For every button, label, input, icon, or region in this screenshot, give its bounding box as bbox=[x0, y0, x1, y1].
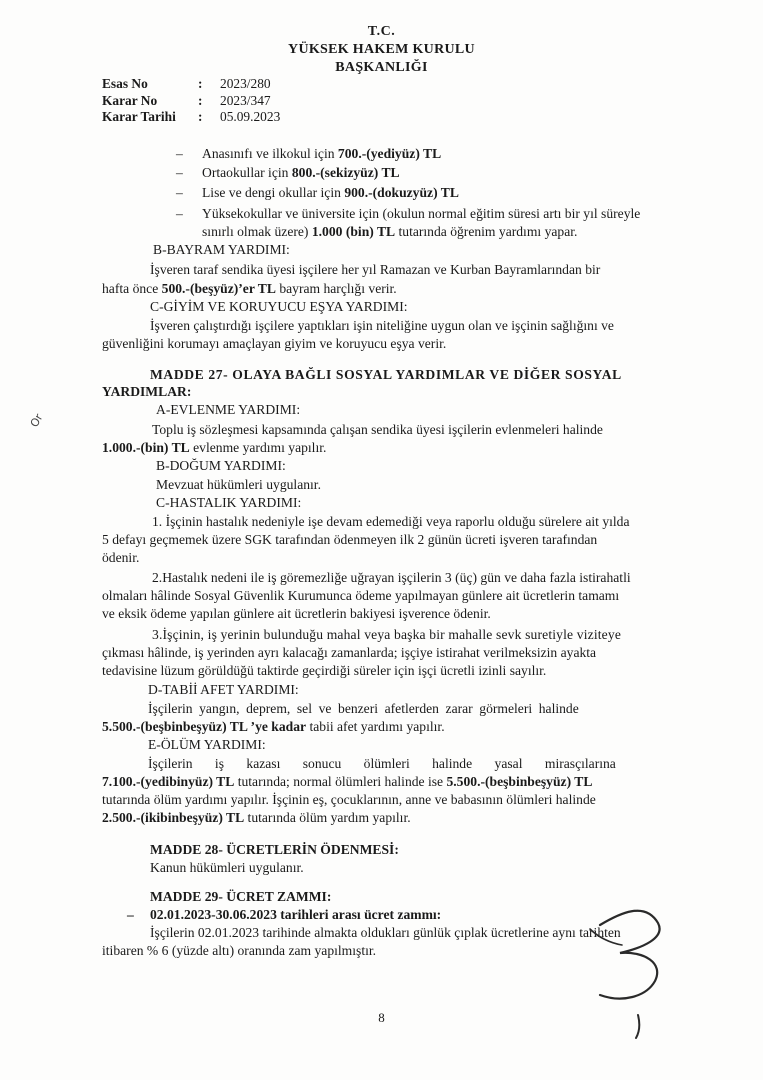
list-dash: – bbox=[127, 907, 134, 922]
list-text: Ortaokullar için bbox=[202, 165, 292, 180]
paragraph-line: İşçilerin 02.01.2023 tarihinde almakta oldukları günlük çıplak ücretlerine aynı tarihten bbox=[150, 925, 621, 940]
list-amount: 700.-(yediyüz) TL bbox=[337, 146, 442, 161]
paragraph-line bbox=[102, 719, 445, 735]
paragraph-line bbox=[102, 281, 397, 297]
paragraph-line: Toplu iş sözleşmesi kapsamında çalışan sendika üyesi işçilerin evlenmeleri halinde bbox=[152, 422, 603, 437]
header-department: BAŞKANLIĞI bbox=[335, 60, 428, 75]
article-27-title: MADDE 27- OLAYA BAĞLI SOSYAL YARDIMLAR VE DİĞER SOSYAL bbox=[150, 367, 622, 382]
list-dash: – bbox=[176, 165, 183, 180]
paragraph-line: ve eksik ödeme yapılan günlere ait ücretlerin bakiyesi işverence ödenir. bbox=[102, 606, 491, 621]
meta-label: Esas No bbox=[102, 76, 148, 91]
meta-colon: : bbox=[198, 109, 203, 124]
case-meta bbox=[102, 76, 280, 126]
paragraph-line: 3.İşçinin, iş yerinin bulunduğu mahal veya başka bir mahalle sevk suretiyle viziteye bbox=[152, 627, 621, 642]
paragraph-line: İşveren taraf sendika üyesi işçilere her yıl Ramazan ve Kurban Bayramlarından bir bbox=[150, 262, 601, 277]
paragraph-line bbox=[102, 440, 326, 456]
list-item-universite-line1: Yüksekokullar ve üniversite için (okulun normal eğitim süresi artı bir yıl süreyle bbox=[202, 206, 641, 221]
paragraph-line: Mevzuat hükümleri uygulanır. bbox=[156, 477, 321, 492]
paragraph-line: güvenliğini korumayı amaçlayan giyim ve koruyucu eşya verir. bbox=[102, 336, 447, 351]
list-dash: – bbox=[176, 206, 183, 221]
meta-value: 05.09.2023 bbox=[220, 109, 281, 124]
paragraph-line: İşveren çalıştırdığı işçilere yaptıkları işin niteliğine uygun olan ve işçinin sağlığını ve bbox=[150, 318, 614, 333]
amount: 2.500.-(ikibinbeşyüz) TL bbox=[102, 810, 245, 825]
list-amount: 1.000 (bin) TL bbox=[311, 224, 396, 239]
meta-value: 2023/347 bbox=[220, 92, 271, 108]
list-item-lise bbox=[202, 185, 459, 201]
meta-tarih bbox=[102, 109, 280, 126]
list-item-universite-line2 bbox=[202, 224, 577, 240]
paragraph-line: Kanun hükümleri uygulanır. bbox=[150, 860, 304, 875]
paragraph-text: tutarında; normal ölümleri halinde ise bbox=[234, 774, 447, 789]
amount: 7.100.-(yedibinyüz) TL bbox=[102, 774, 235, 789]
paragraph-line: ödenir. bbox=[102, 550, 140, 565]
meta-esas bbox=[102, 76, 280, 93]
signature-stroke bbox=[590, 929, 622, 945]
list-amount: 800.-(sekizyüz) TL bbox=[291, 165, 400, 180]
list-text: Anasınıfı ve ilkokul için bbox=[202, 146, 338, 161]
paragraph-line: olmaları hâlinde Sosyal Güvenlik Kurumunca ödeme yapılmayan günlere ait ücretlerin tamamı bbox=[102, 588, 620, 603]
list-item-anasinifi bbox=[202, 146, 441, 162]
article-29-title: MADDE 29- ÜCRET ZAMMI: bbox=[150, 889, 332, 904]
section-heading-hastalik: C-HASTALIK YARDIMI: bbox=[156, 495, 302, 510]
section-heading-dogum: B-DOĞUM YARDIMI: bbox=[156, 458, 286, 473]
amount: 5.500.-(beşbinbeşyüz) TL ’ye kadar bbox=[102, 719, 307, 734]
section-heading-giyim: C-GİYİM VE KORUYUCU EŞYA YARDIMI: bbox=[150, 299, 408, 314]
meta-label: Karar No bbox=[102, 92, 158, 108]
amount: 1.000.-(bin) TL bbox=[102, 440, 190, 455]
list-amount: 900.-(dokuzyüz) TL bbox=[344, 185, 459, 200]
section-heading-evlenme: A-EVLENME YARDIMI: bbox=[156, 402, 301, 417]
paragraph-line: İşçilerin iş kazası sonucu ölümleri halinde yasal mirasçılarına bbox=[148, 756, 616, 771]
page-number: 8 bbox=[378, 1010, 385, 1025]
paragraph-line: tutarında ölüm yardımı yapılır. İşçinin eş, çocuklarının, anne ve babasının ölümleri halinde bbox=[102, 792, 596, 807]
section-heading-afet: D-TABİİ AFET YARDIMI: bbox=[148, 682, 299, 697]
article-29-subtitle: 02.01.2023-30.06.2023 tarihleri arası ücret zammı: bbox=[150, 907, 442, 922]
paragraph-text: hafta önce bbox=[102, 281, 162, 296]
meta-colon: : bbox=[198, 76, 203, 91]
header-institution: YÜKSEK HAKEM KURULU bbox=[288, 42, 475, 57]
paragraph-text: bayram harçlığı verir. bbox=[275, 281, 397, 296]
paragraph-text: evlenme yardımı yapılır. bbox=[189, 440, 327, 455]
article-28-title: MADDE 28- ÜCRETLERİN ÖDENMESİ: bbox=[150, 842, 399, 857]
margin-annotation: Or bbox=[27, 411, 46, 430]
paragraph-line: 5 defayı geçmemek üzere SGK tarafından ödenmeyen ilk 2 günün ücreti işveren tarafından bbox=[102, 532, 598, 547]
list-text: sınırlı olmak üzere) bbox=[202, 224, 312, 239]
header-tc: T.C. bbox=[367, 24, 396, 39]
paragraph-line: İşçilerin yangın, deprem, sel ve benzeri afetlerden zarar görmeleri halinde bbox=[148, 701, 579, 716]
paragraph-line bbox=[102, 810, 411, 826]
paragraph-line: 2.Hastalık nedeni ile iş göremezliğe uğrayan işçilerin 3 (üç) gün ve daha fazla istirahatli bbox=[152, 570, 631, 585]
meta-label: Karar Tarihi bbox=[102, 109, 176, 124]
list-dash: – bbox=[176, 185, 183, 200]
paragraph-line: çıkması hâlinde, iş yerinden ayrı kalacağı zamanlarda; işçiye istirahat verilmeksizin ayakta bbox=[102, 645, 597, 660]
list-dash: – bbox=[176, 146, 183, 161]
amount: 5.500.-(beşbinbeşyüz) TL bbox=[446, 774, 593, 789]
list-text: tutarında öğrenim yardımı yapar. bbox=[395, 224, 578, 239]
signature-stroke bbox=[600, 911, 660, 999]
section-heading-olum: E-ÖLÜM YARDIMI: bbox=[148, 737, 266, 752]
amount: 500.-(beşyüz)’er TL bbox=[161, 281, 276, 296]
list-item-ortaokul bbox=[202, 165, 400, 181]
paragraph-line: tedavisine lüzum görüldüğü taktirde geçirdiği süreler için işçi ücretli izinli sayılır. bbox=[102, 663, 547, 678]
paragraph-line bbox=[102, 774, 592, 790]
paragraph-line: itibaren % 6 (yüzde altı) oranında zam yapılmıştır. bbox=[102, 943, 377, 958]
paragraph-text: tutarında ölüm yardım yapılır. bbox=[244, 810, 411, 825]
meta-colon: : bbox=[198, 92, 203, 108]
paragraph-text: tabii afet yardımı yapılır. bbox=[306, 719, 445, 734]
meta-karar bbox=[102, 93, 280, 110]
paragraph-line: 1. İşçinin hastalık nedeniyle işe devam edemediği veya raporlu olduğu sürelere ait yılda bbox=[152, 514, 630, 529]
article-27-title-cont: YARDIMLAR: bbox=[102, 384, 192, 399]
section-heading-bayram: B-BAYRAM YARDIMI: bbox=[153, 242, 290, 257]
meta-value: 2023/280 bbox=[220, 76, 271, 91]
list-text: Lise ve dengi okullar için bbox=[202, 185, 345, 200]
